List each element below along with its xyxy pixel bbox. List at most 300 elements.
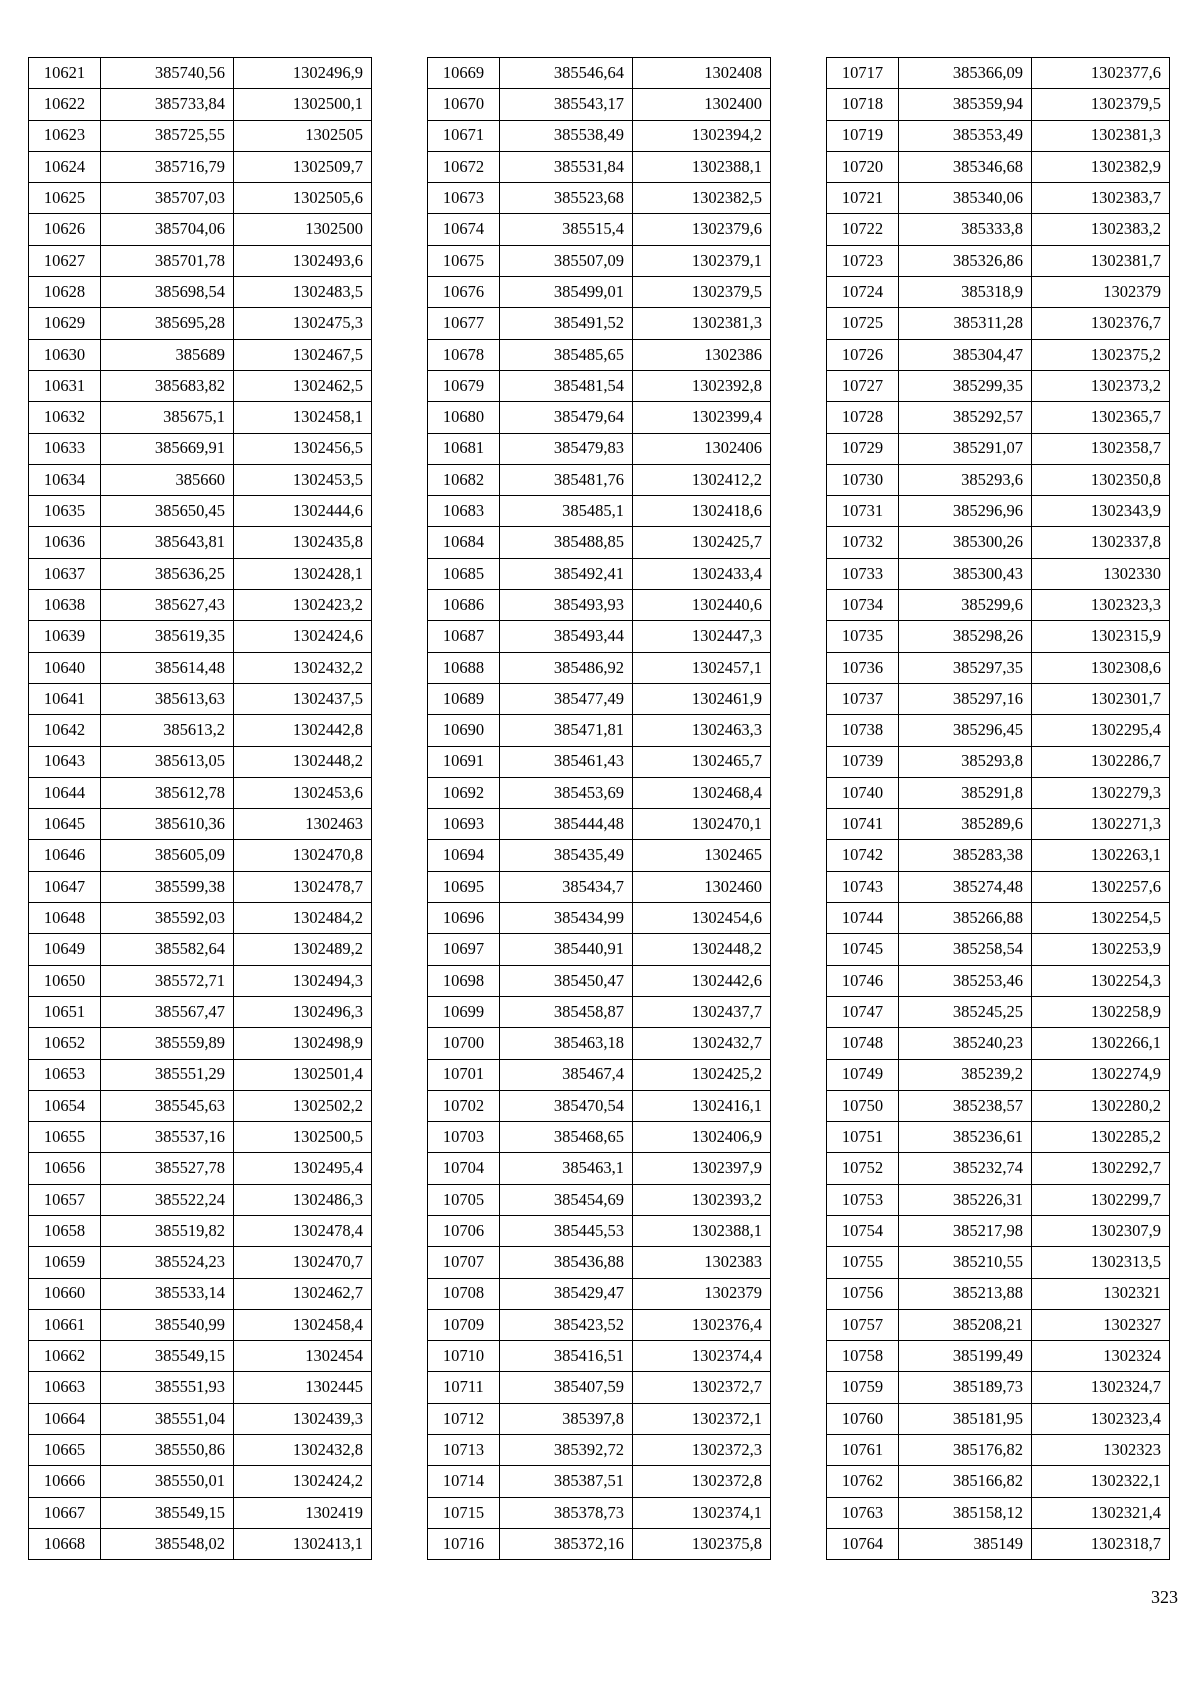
- table-row: [428, 1528, 771, 1559]
- point-id-cell: 10750: [827, 1090, 899, 1121]
- table-row: [29, 496, 372, 527]
- point-id-cell: 10626: [29, 214, 101, 245]
- x-coordinate-cell: 385695,28: [101, 308, 234, 339]
- x-coordinate-cell: 385232,74: [899, 1153, 1032, 1184]
- point-id-cell: 10694: [428, 840, 500, 871]
- point-id-cell: 10720: [827, 151, 899, 182]
- point-id-cell: 10624: [29, 151, 101, 182]
- point-id-cell: 10665: [29, 1435, 101, 1466]
- y-coordinate-cell: 1302274,9: [1032, 1059, 1170, 1090]
- point-id-cell: 10657: [29, 1184, 101, 1215]
- table-row: [29, 1497, 372, 1528]
- point-id-cell: 10725: [827, 308, 899, 339]
- x-coordinate-cell: 385292,57: [899, 402, 1032, 433]
- table-row: [29, 433, 372, 464]
- table-row: [29, 151, 372, 182]
- x-coordinate-cell: 385423,52: [500, 1309, 633, 1340]
- x-coordinate-cell: 385470,54: [500, 1090, 633, 1121]
- y-coordinate-cell: 1302372,1: [633, 1403, 771, 1434]
- y-coordinate-cell: 1302373,2: [1032, 370, 1170, 401]
- x-coordinate-cell: 385733,84: [101, 89, 234, 120]
- table-row: [428, 402, 771, 433]
- table-row: [29, 1247, 372, 1278]
- point-id-cell: 10756: [827, 1278, 899, 1309]
- point-id-cell: 10646: [29, 840, 101, 871]
- point-id-cell: 10690: [428, 715, 500, 746]
- x-coordinate-cell: 385429,47: [500, 1278, 633, 1309]
- table-row: [428, 527, 771, 558]
- y-coordinate-cell: 1302432,8: [234, 1435, 372, 1466]
- table-row: [827, 1403, 1170, 1434]
- point-id-cell: 10673: [428, 183, 500, 214]
- y-coordinate-cell: 1302379,6: [633, 214, 771, 245]
- y-coordinate-cell: 1302447,3: [633, 621, 771, 652]
- table-row: [827, 402, 1170, 433]
- table-row: [29, 1090, 372, 1121]
- x-coordinate-cell: 385543,17: [500, 89, 633, 120]
- table-row: [428, 996, 771, 1027]
- point-id-cell: 10633: [29, 433, 101, 464]
- x-coordinate-cell: 385493,93: [500, 590, 633, 621]
- point-id-cell: 10745: [827, 934, 899, 965]
- x-coordinate-cell: 385551,93: [101, 1372, 234, 1403]
- table-row: [827, 370, 1170, 401]
- y-coordinate-cell: 1302462,7: [234, 1278, 372, 1309]
- x-coordinate-cell: 385297,35: [899, 652, 1032, 683]
- point-id-cell: 10670: [428, 89, 500, 120]
- point-id-cell: 10761: [827, 1435, 899, 1466]
- point-id-cell: 10718: [827, 89, 899, 120]
- x-coordinate-cell: 385740,56: [101, 58, 234, 89]
- x-coordinate-cell: 385551,29: [101, 1059, 234, 1090]
- y-coordinate-cell: 1302428,1: [234, 558, 372, 589]
- table-row: [29, 1184, 372, 1215]
- x-coordinate-cell: 385519,82: [101, 1215, 234, 1246]
- x-coordinate-cell: 385378,73: [500, 1497, 633, 1528]
- x-coordinate-cell: 385545,63: [101, 1090, 234, 1121]
- table-row: [29, 1341, 372, 1372]
- point-id-cell: 10712: [428, 1403, 500, 1434]
- point-id-cell: 10675: [428, 245, 500, 276]
- point-id-cell: 10650: [29, 965, 101, 996]
- x-coordinate-cell: 385605,09: [101, 840, 234, 871]
- table-row: [29, 1466, 372, 1497]
- y-coordinate-cell: 1302500,1: [234, 89, 372, 120]
- table-row: [29, 1435, 372, 1466]
- point-id-cell: 10661: [29, 1309, 101, 1340]
- point-id-cell: 10677: [428, 308, 500, 339]
- point-id-cell: 10705: [428, 1184, 500, 1215]
- x-coordinate-cell: 385176,82: [899, 1435, 1032, 1466]
- point-id-cell: 10652: [29, 1028, 101, 1059]
- y-coordinate-cell: 1302379,5: [633, 277, 771, 308]
- table-row: [428, 1466, 771, 1497]
- table-row: [428, 1122, 771, 1153]
- point-id-cell: 10623: [29, 120, 101, 151]
- y-coordinate-cell: 1302468,4: [633, 777, 771, 808]
- y-coordinate-cell: 1302500,5: [234, 1122, 372, 1153]
- x-coordinate-cell: 385359,94: [899, 89, 1032, 120]
- table-row: [428, 1278, 771, 1309]
- x-coordinate-cell: 385612,78: [101, 777, 234, 808]
- y-coordinate-cell: 1302432,7: [633, 1028, 771, 1059]
- point-id-cell: 10639: [29, 621, 101, 652]
- x-coordinate-cell: 385698,54: [101, 277, 234, 308]
- point-id-cell: 10659: [29, 1247, 101, 1278]
- x-coordinate-cell: 385296,96: [899, 496, 1032, 527]
- point-id-cell: 10707: [428, 1247, 500, 1278]
- y-coordinate-cell: 1302437,7: [633, 996, 771, 1027]
- point-id-cell: 10664: [29, 1403, 101, 1434]
- table-row: [29, 1059, 372, 1090]
- x-coordinate-cell: 385299,35: [899, 370, 1032, 401]
- table-row: [428, 1435, 771, 1466]
- point-id-cell: 10716: [428, 1528, 500, 1559]
- table-row: [428, 1184, 771, 1215]
- y-coordinate-cell: 1302330: [1032, 558, 1170, 589]
- y-coordinate-cell: 1302493,6: [234, 245, 372, 276]
- y-coordinate-cell: 1302501,4: [234, 1059, 372, 1090]
- table-row: [428, 1372, 771, 1403]
- x-coordinate-cell: 385450,47: [500, 965, 633, 996]
- y-coordinate-cell: 1302440,6: [633, 590, 771, 621]
- point-id-cell: 10728: [827, 402, 899, 433]
- x-coordinate-cell: 385701,78: [101, 245, 234, 276]
- y-coordinate-cell: 1302286,7: [1032, 746, 1170, 777]
- table-row: [428, 1215, 771, 1246]
- point-id-cell: 10711: [428, 1372, 500, 1403]
- y-coordinate-cell: 1302372,3: [633, 1435, 771, 1466]
- point-id-cell: 10748: [827, 1028, 899, 1059]
- point-id-cell: 10706: [428, 1215, 500, 1246]
- y-coordinate-cell: 1302442,8: [234, 715, 372, 746]
- y-coordinate-cell: 1302465: [633, 840, 771, 871]
- y-coordinate-cell: 1302470,1: [633, 809, 771, 840]
- point-id-cell: 10760: [827, 1403, 899, 1434]
- table-row: [428, 1028, 771, 1059]
- point-id-cell: 10662: [29, 1341, 101, 1372]
- y-coordinate-cell: 1302308,6: [1032, 652, 1170, 683]
- y-coordinate-cell: 1302388,1: [633, 1215, 771, 1246]
- y-coordinate-cell: 1302337,8: [1032, 527, 1170, 558]
- x-coordinate-cell: 385643,81: [101, 527, 234, 558]
- point-id-cell: 10759: [827, 1372, 899, 1403]
- point-id-cell: 10638: [29, 590, 101, 621]
- y-coordinate-cell: 1302377,6: [1032, 58, 1170, 89]
- point-id-cell: 10660: [29, 1278, 101, 1309]
- table-row: [827, 339, 1170, 370]
- y-coordinate-cell: 1302416,1: [633, 1090, 771, 1121]
- table-row: [827, 558, 1170, 589]
- table-row: [428, 214, 771, 245]
- point-id-cell: 10757: [827, 1309, 899, 1340]
- table-row: [29, 1028, 372, 1059]
- x-coordinate-cell: 385499,01: [500, 277, 633, 308]
- point-id-cell: 10637: [29, 558, 101, 589]
- point-id-cell: 10729: [827, 433, 899, 464]
- y-coordinate-cell: 1302397,9: [633, 1153, 771, 1184]
- y-coordinate-cell: 1302424,6: [234, 621, 372, 652]
- point-id-cell: 10730: [827, 464, 899, 495]
- x-coordinate-cell: 385300,43: [899, 558, 1032, 589]
- y-coordinate-cell: 1302299,7: [1032, 1184, 1170, 1215]
- x-coordinate-cell: 385283,38: [899, 840, 1032, 871]
- x-coordinate-cell: 385236,61: [899, 1122, 1032, 1153]
- table-row: [827, 683, 1170, 714]
- x-coordinate-cell: 385479,64: [500, 402, 633, 433]
- y-coordinate-cell: 1302254,5: [1032, 903, 1170, 934]
- y-coordinate-cell: 1302394,2: [633, 120, 771, 151]
- point-id-cell: 10663: [29, 1372, 101, 1403]
- y-coordinate-cell: 1302502,2: [234, 1090, 372, 1121]
- x-coordinate-cell: 385291,8: [899, 777, 1032, 808]
- point-id-cell: 10678: [428, 339, 500, 370]
- table-row: [29, 777, 372, 808]
- x-coordinate-cell: 385333,8: [899, 214, 1032, 245]
- x-coordinate-cell: 385481,76: [500, 464, 633, 495]
- y-coordinate-cell: 1302456,5: [234, 433, 372, 464]
- x-coordinate-cell: 385434,99: [500, 903, 633, 934]
- x-coordinate-cell: 385444,48: [500, 809, 633, 840]
- table-row: [29, 120, 372, 151]
- point-id-cell: 10627: [29, 245, 101, 276]
- y-coordinate-cell: 1302266,1: [1032, 1028, 1170, 1059]
- point-id-cell: 10649: [29, 934, 101, 965]
- table-row: [827, 1059, 1170, 1090]
- table-row: [428, 433, 771, 464]
- table-row: [827, 120, 1170, 151]
- x-coordinate-cell: 385158,12: [899, 1497, 1032, 1528]
- table-row: [29, 558, 372, 589]
- x-coordinate-cell: 385613,63: [101, 683, 234, 714]
- table-row: [29, 652, 372, 683]
- x-coordinate-cell: 385463,18: [500, 1028, 633, 1059]
- table-row: [29, 339, 372, 370]
- y-coordinate-cell: 1302448,2: [633, 934, 771, 965]
- table-row: [827, 58, 1170, 89]
- point-id-cell: 10721: [827, 183, 899, 214]
- x-coordinate-cell: 385613,2: [101, 715, 234, 746]
- table-row: [29, 996, 372, 1027]
- table-row: [29, 277, 372, 308]
- x-coordinate-cell: 385297,16: [899, 683, 1032, 714]
- y-coordinate-cell: 1302350,8: [1032, 464, 1170, 495]
- x-coordinate-cell: 385293,6: [899, 464, 1032, 495]
- table-row: [29, 89, 372, 120]
- y-coordinate-cell: 1302301,7: [1032, 683, 1170, 714]
- y-coordinate-cell: 1302496,3: [234, 996, 372, 1027]
- y-coordinate-cell: 1302489,2: [234, 934, 372, 965]
- page-number: 323: [1151, 1587, 1178, 1607]
- x-coordinate-cell: 385461,43: [500, 746, 633, 777]
- point-id-cell: 10684: [428, 527, 500, 558]
- x-coordinate-cell: 385471,81: [500, 715, 633, 746]
- x-coordinate-cell: 385258,54: [899, 934, 1032, 965]
- y-coordinate-cell: 1302254,3: [1032, 965, 1170, 996]
- table-row: [428, 1153, 771, 1184]
- point-id-cell: 10717: [827, 58, 899, 89]
- table-row: [428, 496, 771, 527]
- x-coordinate-cell: 385239,2: [899, 1059, 1032, 1090]
- table-row: [428, 903, 771, 934]
- y-coordinate-cell: 1302383,2: [1032, 214, 1170, 245]
- y-coordinate-cell: 1302372,8: [633, 1466, 771, 1497]
- table-row: [428, 370, 771, 401]
- point-id-cell: 10648: [29, 903, 101, 934]
- y-coordinate-cell: 1302375,8: [633, 1528, 771, 1559]
- point-id-cell: 10736: [827, 652, 899, 683]
- table-row: [827, 1184, 1170, 1215]
- table-row: [29, 809, 372, 840]
- point-id-cell: 10651: [29, 996, 101, 1027]
- y-coordinate-cell: 1302448,2: [234, 746, 372, 777]
- table-row: [827, 996, 1170, 1027]
- point-id-cell: 10643: [29, 746, 101, 777]
- y-coordinate-cell: 1302444,6: [234, 496, 372, 527]
- table-row: [29, 183, 372, 214]
- table-row: [827, 621, 1170, 652]
- point-id-cell: 10634: [29, 464, 101, 495]
- y-coordinate-cell: 1302483,5: [234, 277, 372, 308]
- table-row: [827, 527, 1170, 558]
- table-row: [29, 245, 372, 276]
- point-id-cell: 10631: [29, 370, 101, 401]
- point-id-cell: 10744: [827, 903, 899, 934]
- x-coordinate-cell: 385548,02: [101, 1528, 234, 1559]
- x-coordinate-cell: 385493,44: [500, 621, 633, 652]
- y-coordinate-cell: 1302453,6: [234, 777, 372, 808]
- x-coordinate-cell: 385507,09: [500, 245, 633, 276]
- point-id-cell: 10658: [29, 1215, 101, 1246]
- x-coordinate-cell: 385463,1: [500, 1153, 633, 1184]
- x-coordinate-cell: 385226,31: [899, 1184, 1032, 1215]
- y-coordinate-cell: 1302500: [234, 214, 372, 245]
- y-coordinate-cell: 1302381,3: [1032, 120, 1170, 151]
- x-coordinate-cell: 385675,1: [101, 402, 234, 433]
- x-coordinate-cell: 385660: [101, 464, 234, 495]
- y-coordinate-cell: 1302280,2: [1032, 1090, 1170, 1121]
- table-row: [827, 1215, 1170, 1246]
- y-coordinate-cell: 1302321: [1032, 1278, 1170, 1309]
- table-row: [29, 1403, 372, 1434]
- point-id-cell: 10655: [29, 1122, 101, 1153]
- point-id-cell: 10636: [29, 527, 101, 558]
- point-id-cell: 10700: [428, 1028, 500, 1059]
- y-coordinate-cell: 1302375,2: [1032, 339, 1170, 370]
- y-coordinate-cell: 1302406,9: [633, 1122, 771, 1153]
- y-coordinate-cell: 1302379,5: [1032, 89, 1170, 120]
- x-coordinate-cell: 385540,99: [101, 1309, 234, 1340]
- point-id-cell: 10741: [827, 809, 899, 840]
- table-row: [428, 715, 771, 746]
- y-coordinate-cell: 1302315,9: [1032, 621, 1170, 652]
- point-id-cell: 10704: [428, 1153, 500, 1184]
- table-row: [827, 1153, 1170, 1184]
- x-coordinate-cell: 385434,7: [500, 871, 633, 902]
- y-coordinate-cell: 1302463,3: [633, 715, 771, 746]
- point-id-cell: 10625: [29, 183, 101, 214]
- point-id-cell: 10642: [29, 715, 101, 746]
- x-coordinate-cell: 385546,64: [500, 58, 633, 89]
- coordinate-table-3: [826, 57, 1170, 1560]
- table-row: [428, 652, 771, 683]
- x-coordinate-cell: 385592,03: [101, 903, 234, 934]
- point-id-cell: 10734: [827, 590, 899, 621]
- x-coordinate-cell: 385366,09: [899, 58, 1032, 89]
- y-coordinate-cell: 1302392,8: [633, 370, 771, 401]
- y-coordinate-cell: 1302307,9: [1032, 1215, 1170, 1246]
- y-coordinate-cell: 1302343,9: [1032, 496, 1170, 527]
- y-coordinate-cell: 1302454: [234, 1341, 372, 1372]
- x-coordinate-cell: 385636,25: [101, 558, 234, 589]
- y-coordinate-cell: 1302470,8: [234, 840, 372, 871]
- point-id-cell: 10715: [428, 1497, 500, 1528]
- y-coordinate-cell: 1302498,9: [234, 1028, 372, 1059]
- table-row: [29, 590, 372, 621]
- point-id-cell: 10739: [827, 746, 899, 777]
- y-coordinate-cell: 1302478,7: [234, 871, 372, 902]
- point-id-cell: 10764: [827, 1528, 899, 1559]
- point-id-cell: 10692: [428, 777, 500, 808]
- table-row: [428, 1341, 771, 1372]
- point-id-cell: 10738: [827, 715, 899, 746]
- x-coordinate-cell: 385298,26: [899, 621, 1032, 652]
- coordinate-table-1: [28, 57, 372, 1560]
- x-coordinate-cell: 385491,52: [500, 308, 633, 339]
- table-row: [29, 621, 372, 652]
- y-coordinate-cell: 1302388,1: [633, 151, 771, 182]
- table-row: [428, 245, 771, 276]
- point-id-cell: 10688: [428, 652, 500, 683]
- y-coordinate-cell: 1302442,6: [633, 965, 771, 996]
- point-id-cell: 10709: [428, 1309, 500, 1340]
- point-id-cell: 10737: [827, 683, 899, 714]
- y-coordinate-cell: 1302374,4: [633, 1341, 771, 1372]
- y-coordinate-cell: 1302399,4: [633, 402, 771, 433]
- point-id-cell: 10701: [428, 1059, 500, 1090]
- table-row: [428, 777, 771, 808]
- table-row: [428, 1090, 771, 1121]
- y-coordinate-cell: 1302435,8: [234, 527, 372, 558]
- table-row: [827, 746, 1170, 777]
- y-coordinate-cell: 1302408: [633, 58, 771, 89]
- table-row: [827, 183, 1170, 214]
- y-coordinate-cell: 1302386: [633, 339, 771, 370]
- table-row: [29, 871, 372, 902]
- y-coordinate-cell: 1302257,6: [1032, 871, 1170, 902]
- table-row: [827, 1028, 1170, 1059]
- y-coordinate-cell: 1302382,9: [1032, 151, 1170, 182]
- y-coordinate-cell: 1302365,7: [1032, 402, 1170, 433]
- x-coordinate-cell: 385468,65: [500, 1122, 633, 1153]
- point-id-cell: 10727: [827, 370, 899, 401]
- table-row: [428, 89, 771, 120]
- table-row: [29, 1122, 372, 1153]
- y-coordinate-cell: 1302324: [1032, 1341, 1170, 1372]
- x-coordinate-cell: 385538,49: [500, 120, 633, 151]
- x-coordinate-cell: 385458,87: [500, 996, 633, 1027]
- y-coordinate-cell: 1302379,1: [633, 245, 771, 276]
- table-row: [29, 965, 372, 996]
- y-coordinate-cell: 1302439,3: [234, 1403, 372, 1434]
- table-row: [827, 871, 1170, 902]
- table-row: [29, 214, 372, 245]
- table-row: [827, 590, 1170, 621]
- table-row: [827, 1309, 1170, 1340]
- table-row: [428, 809, 771, 840]
- point-id-cell: 10743: [827, 871, 899, 902]
- x-coordinate-cell: 385300,26: [899, 527, 1032, 558]
